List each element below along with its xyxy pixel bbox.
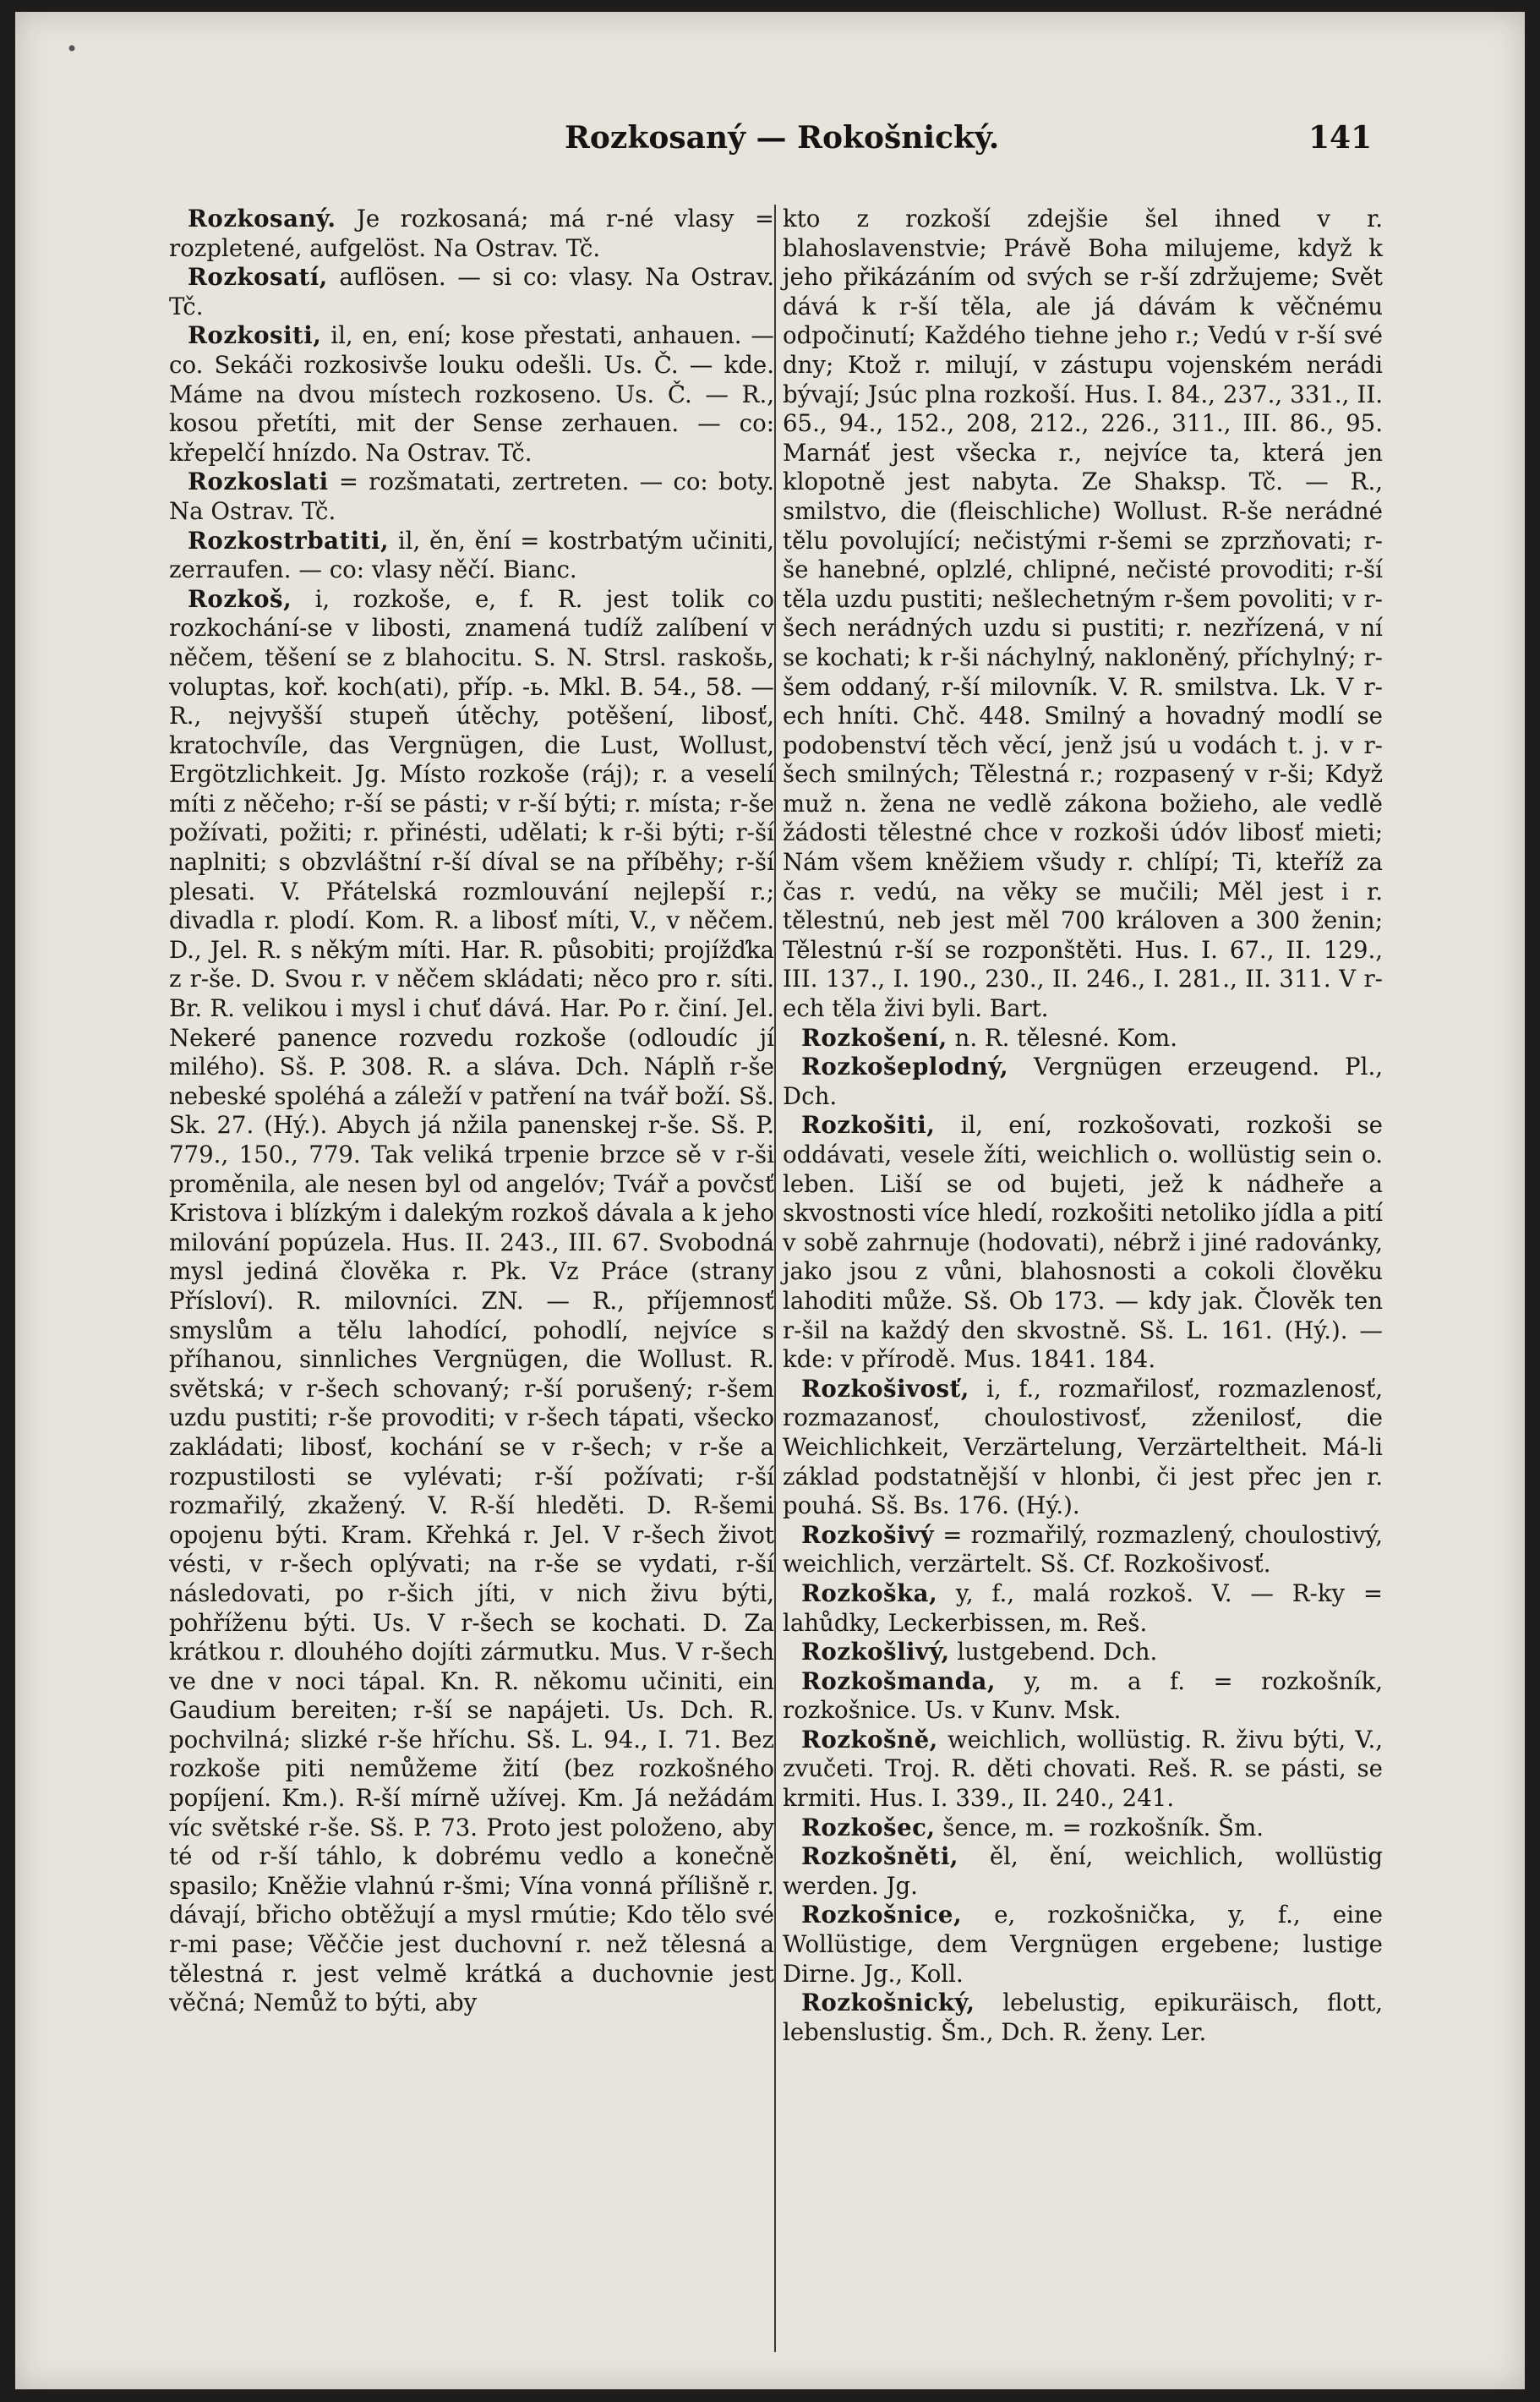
page-header	[15, 120, 1525, 171]
dictionary-entry	[783, 1901, 1383, 1989]
entry-headword: Rozkošivosť,	[801, 1374, 969, 1403]
entry-text: y, m. a f. = rozkošník, rozkošnice. Us. v Kunv. Msk.	[783, 1666, 1383, 1725]
entry-text: i, f., rozmařilosť, rozmazlenosť, rozmazanosť, choulostivosť, zženilosť, die Weichlichkeit, Verzärtelung, Verzärteltheit. Má-li základ podstatnější v hlonbi, či jest přec jen r. pouhá. Sš. Bs. 176. (Hý.).	[783, 1374, 1383, 1520]
dictionary-entry	[783, 1726, 1383, 1814]
entry-headword: Rozkostrbatiti,	[188, 526, 390, 555]
entry-text: = rozšmatati, zertreten. — co: boty. Na Ostrav. Tč.	[169, 468, 774, 525]
entry-text: il, en, ení; kose přestati, anhauen. — co. Sekáči rozkosivše louku odešli. Us. Č. — kde. Máme na dvou místech rozkoseno. Us. Č. — R., kosou přetíti, mit der Sense zerhauen. — co: křepelčí hnízdo. Na Ostrav. Tč.	[169, 321, 774, 467]
dictionary-entry	[783, 1667, 1383, 1726]
entry-headword: Rozkošmanda,	[801, 1666, 996, 1695]
entry-text: il, ení, rozkošovati, rozkoši se oddávati, vesele žíti, weichlich o. wollüstig sein o. leben. Liší se od bujeti, jež k nádheře a skvostnosti více hledí, rozkošiti netoliko jídla a pití v sobě zahrnuje (hodovati), nébrž i jiné radovánky, jako jsou z vůni, blahosnosti a cokoli člověku lahoditi může. Sš. Ob 173. — kdy jak. Člověk ten r-šil na každý den skvostně. Sš. L. 161. (Hý.). — kde: v přírodě. Mus. 1841. 184.	[783, 1111, 1383, 1374]
entry-text: i, rozkoše, e, f. R. jest tolik co rozkochání-se v libosti, znamená tudíž zalíbení v něčem, těšení se z blahocitu. S. N. Strsl. raskošь, voluptas, koř. koch(ati), příp. -ь. Mkl. B. 54., 58. — R., nejvyšší stupeň útěchy, potěšení, libosť, kratochvíle, das Vergnügen, die Lust, Wollust, Ergötzlichkeit. Jg. Místo rozkoše (ráj); r. a veselí míti z něčeho; r-ší se pásti; v r-ší býti; r. místa; r-še požívati, požiti; r. přinésti, udělati; k r-ši býti; r-ší naplniti; s obzvláštní r-ší díval se na příběhy; r-ší plesati. V. Přátelská rozmlouvání nejlepší r.; divadla r. plodí. Kom. R. a libosť míti, V., v něčem. D., Jel. R. s někým míti. Har. R. působiti; projížďka z r-še. D. Svou r. v něčem skládati; něco pro r. síti. Br. R. velikou i mysl i chuť dává. Har. Po r. činí. Jel. Nekeré panence rozvedu rozkoše (odloudíc jí milého). Sš. P. 308. R. a sláva. Dch. Náplň r-še nebeské spoléhá a záleží v patření na tvář boží. Sš. Sk. 27. (Hý.). Abych já nžila panenskej r-še. Sš. P. 779., 150., 779. Tak veliká trpenie brzce sě v r-ši proměnila, ale nesen byl od angelóv; Tvář a povčsť Kristova i blízkým i dalekým rozkoš dávala a k jeho milování popúzela. Hus. II. 243., III. 67. Svobodná mysl jediná člověka r. Pk. Vz Práce (strany Přísloví). R. milovníci. ZN. — R., příjemnosť smyslům a tělu lahodící, pohodlí, nejvíce s příhanou, sinnliches Vergnügen, die Wollust. R. světská; v r-šech schovaný; r-ší porušený; r-šem uzdu pustiti; r-še provoditi; v r-šech tápati, všecko zakládati; libosť, kochání se v r-šech; v r-še a rozpustilosti se vylévati; r-ší požívati; r-ší rozmařilý, zkažený. V. R-ší hleděti. D. R-šemi opojenu býti. Kram. Křehká r. Jel. V r-šech život vésti, v r-šech oplývati; na r-še se vydati, r-ší následovati, po r-šich jíti, v nich živu býti, pohříženu býti. Us. V r-šech se kochati. D. Za krátkou r. dlouhého dojíti zármutku. Mus. V r-šech ve dne v noci tápal. Kn. R. někomu učiniti, ein Gaudium bereiten; r-ší se napájeti. Us. Dch. R. pochvilná; slizké r-še hříchu. Sš. L. 94., I. 71. Bez rozkoše piti nemůžeme žití (bez rozkošného popíjení. Km.). R-ší mírně užívej. Km. Já nežádám víc světské r-še. Sš. P. 73. Proto jest položeno, aby té od r-ší táhlo, k dobrému vedlo a konečně spasilo; Kněžie vlahnú r-šmi; Vína vonná přílišně r. dávají, břicho obtěžují a mysl rmútie; Kdo tělo své r-mi pase; Věččie jest duchovní r. než tělesná a tělestná r. jest velmě krátká a duchovnie jest věčná; Nemůž to býti, aby	[169, 584, 774, 2017]
entry-headword: Rozkositi,	[188, 321, 322, 350]
column-divider	[774, 205, 776, 2352]
entry-text: y, f., malá rozkoš. V. — R-ky = lahůdky, Leckerbissen, m. Reš.	[783, 1579, 1383, 1637]
entry-text: šence, m. = rozkošník. Šm.	[935, 1813, 1264, 1841]
entry-headword: Rozkošec,	[801, 1813, 936, 1841]
page-number: 141	[1308, 120, 1373, 156]
dictionary-entry	[169, 527, 774, 585]
entry-headword: Rozkošiti,	[801, 1111, 936, 1140]
dictionary-entry	[783, 205, 1383, 1024]
dictionary-entry	[783, 1638, 1383, 1667]
entry-headword: Rozkošně,	[801, 1725, 938, 1754]
entry-headword: Rozkošněti,	[801, 1842, 959, 1871]
entry-headword: Rozkošení,	[801, 1023, 947, 1052]
entry-headword: Rozkošnický,	[801, 1989, 975, 2017]
entry-text: lebelustig, epikuräisch, flott, lebenslustig. Šm., Dch. R. ženy. Ler.	[783, 1989, 1383, 2046]
dictionary-entry	[169, 263, 774, 321]
dictionary-entry	[169, 468, 774, 526]
running-head: Rozkosaný — Rokošnický.	[565, 120, 1000, 156]
entry-text: lustgebend. Dch.	[949, 1638, 1158, 1666]
entry-text: weichlich, wollüstig. R. živu býti, V., zvučeti. Troj. R. děti chovati. Reš. R. se pásti, se krmiti. Hus. I. 339., II. 240., 241.	[783, 1725, 1383, 1813]
entry-text: e, rozkošnička, y, f., eine Wollüstige, dem Vergnügen ergebene; lustige Dirne. Jg., Koll.	[783, 1901, 1383, 1988]
dictionary-entry	[169, 321, 774, 468]
right-column	[783, 205, 1383, 2047]
left-column	[169, 205, 774, 2018]
dictionary-entry	[169, 205, 774, 263]
dictionary-entry	[783, 1053, 1383, 1111]
entry-headword: Rozkosatí,	[188, 263, 328, 292]
dictionary-entry	[783, 1024, 1383, 1053]
entry-headword: Rozkošlivý,	[801, 1638, 950, 1666]
entry-text: = rozmařilý, rozmazlený, choulostivý, weichlich, verzärtelt. Sš. Cf. Rozkošivosť.	[783, 1520, 1383, 1579]
entry-headword: Rozkoška,	[801, 1579, 938, 1607]
entry-text: Vergnügen erzeugend. Pl., Dch.	[783, 1053, 1383, 1110]
entry-text: il, ěn, ění = kostrbatým učiniti, zerraufen. — co: vlasy něčí. Bianc.	[169, 526, 774, 584]
entry-headword: Rozkošeplodný,	[801, 1053, 1009, 1081]
dictionary-entry	[783, 1842, 1383, 1901]
dictionary-entry	[783, 1521, 1383, 1579]
dictionary-entry	[783, 1375, 1383, 1521]
entry-text: auflösen. — si co: vlasy. Na Ostrav. Tč.	[169, 263, 774, 320]
entry-text: kto z rozkoší zdejšie šel ihned v r. blahoslavenstvie; Právě Boha milujeme, když k jeho přikázáním od svých se r-ší zdržujeme; Svět dává k r-ší těla, ale já dávám k věčnému odpočinutí; Každého tiehne jeho r.; Vedú v r-ší své dny; Ktož r. milují, v zástupu vojenském nerádi bývají; Jsúc plna rozkoší. Hus. I. 84., 237., 331., II. 65., 94., 152., 208, 212., 226., 311., III. 86., 95. Marnáť jest všecka r., nejvíce ta, která jen klopotně jest nabyta. Ze Shaksp. Tč. — R., smilstvo, die (fleischliche) Wollust. R-še nerádné tělu povolující; nečistými r-šemi se zprzňovati; r-še hanebné, oplzlé, chlipné, nečisté provoditi; r-ší těla uzdu pustiti; nešlechetným r-šem povoliti; v r-šech nerádných uzdu si pustiti; r. nezřízená, v ní se kochati; k r-ši náchylný, nakloněný, příchylný; r-šem oddaný, r-ší milovník. V. R. smilstva. Lk. V r-ech hníti. Chč. 448. Smilný a hovadný modlí se podobenství těch věcí, jenž jsú u vodách t. j. v r-šech smilných; Tělestná r.; rozpasený v r-ši; Když muž n. žena ne vedlě zákona božieho, ale vedlě žádosti tělestné chce v rozkoši údóv libosť mieti; Nám všem kněžiem všudy r. chlípí; Ti, kteříž za čas r. vedú, na věky se mučili; Měl jest i r. tělestnú, neb jest měl 700 královen a 300 ženin; Tělestnú r-ší se rozponštěti. Hus. I. 67., II. 129., III. 137., I. 190., 230., II. 246., I. 281., II. 311. V r-ech těla živi byli. Bart.	[783, 205, 1383, 1023]
entry-headword: Rozkošnice,	[801, 1901, 963, 1929]
dictionary-page	[15, 12, 1525, 2389]
entry-text: ěl, ění, weichlich, wollüstig werden. Jg.	[783, 1842, 1383, 1900]
scan-mark: •	[66, 37, 79, 61]
entry-headword: Rozkoslati	[188, 468, 329, 496]
dictionary-entry	[783, 1111, 1383, 1374]
entry-headword: Rozkoš,	[188, 584, 292, 613]
entry-text: n. R. tělesné. Kom.	[947, 1023, 1177, 1052]
dictionary-entry	[169, 585, 774, 2018]
entry-text: Je rozkosaná; má r-né vlasy = rozpletené, aufgelöst. Na Ostrav. Tč.	[169, 205, 774, 262]
entry-headword: Rozkošivý	[801, 1520, 935, 1549]
dictionary-entry	[783, 1814, 1383, 1843]
dictionary-entry	[783, 1579, 1383, 1638]
dictionary-entry	[783, 1989, 1383, 2047]
entry-headword: Rozkosaný.	[188, 205, 336, 233]
